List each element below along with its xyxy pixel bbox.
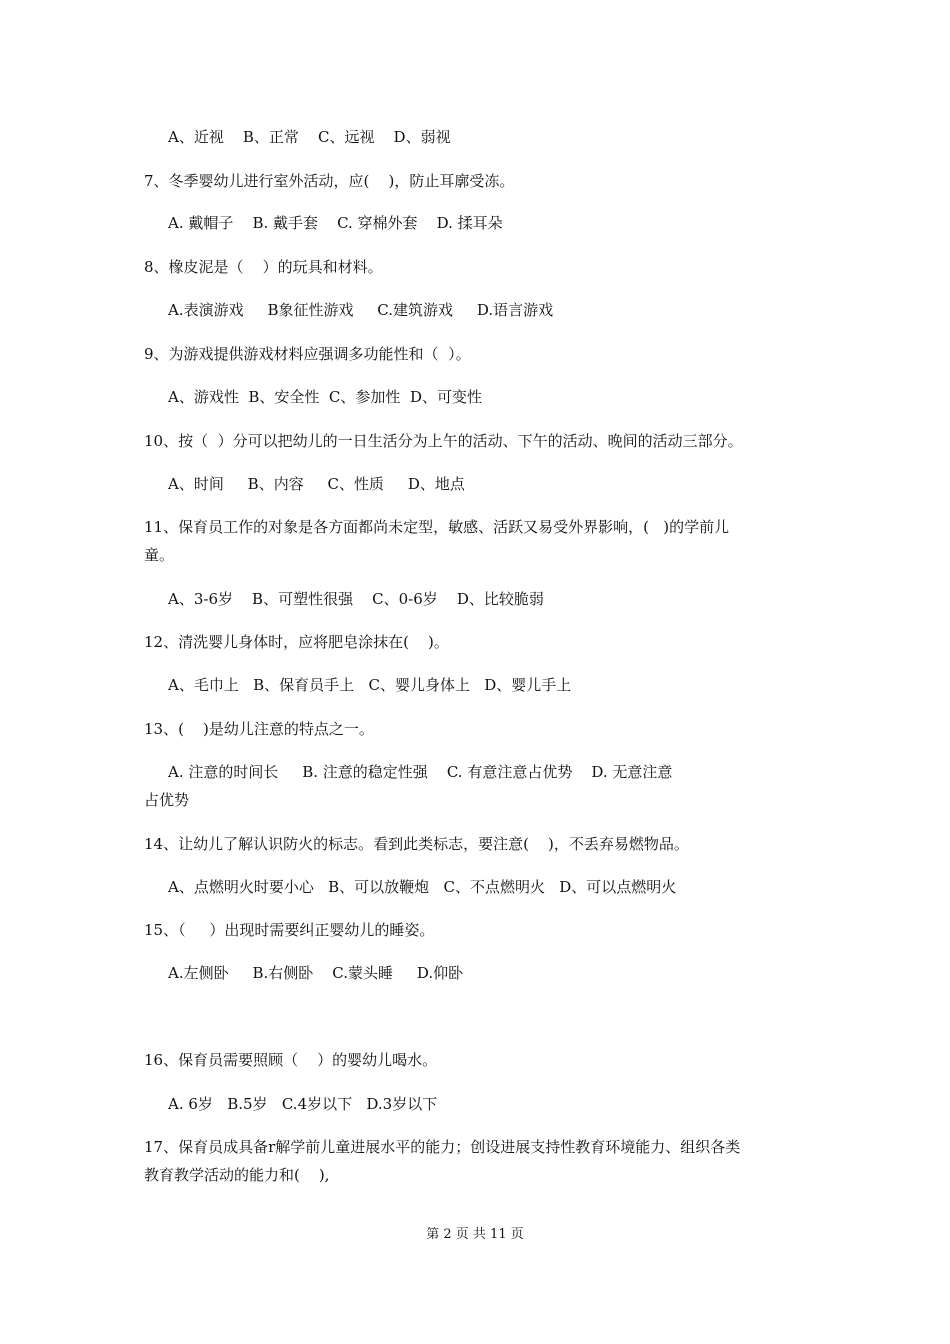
question-10: 10、按（ ）分可以把幼儿的一日生活分为上午的活动、下午的活动、晚间的活动三部分。 xyxy=(144,432,743,450)
question-11: 11、保育员工作的对象是各方面都尚未定型，敏感、活跃又易受外界影响，( )的学前儿 xyxy=(144,518,730,536)
question-11-cont: 童。 xyxy=(144,546,175,564)
q7-options: A. 戴帽子 B. 戴手套 C. 穿棉外套 D. 揉耳朵 xyxy=(168,214,503,232)
q10-options: A、时间 B、内容 C、性质 D、地点 xyxy=(168,475,465,493)
question-15: 15、（ ）出现时需要纠正婴幼儿的睡姿。 xyxy=(144,921,435,939)
question-8: 8、橡皮泥是（ ）的玩具和材料。 xyxy=(144,258,383,276)
question-14: 14、让幼儿了解认识防火的标志。看到此类标志，要注意( )，不丢弃易燃物品。 xyxy=(144,835,689,853)
q13-options: A. 注意的时间长 B. 注意的稳定性强 C. 有意注意占优势 D. 无意注意 xyxy=(168,763,673,781)
question-16: 16、保育员需要照顾（ ）的婴幼儿喝水。 xyxy=(144,1051,438,1069)
q8-options: A.表演游戏 B象征性游戏 C.建筑游戏 D.语言游戏 xyxy=(168,301,554,319)
question-12: 12、清洗婴儿身体时，应将肥皂涂抹在( )。 xyxy=(144,633,449,651)
q12-options: A、毛巾上 B、保育员手上 C、婴儿身体上 D、婴儿手上 xyxy=(168,676,572,694)
q14-options: A、点燃明火时要小心 B、可以放鞭炮 C、不点燃明火 D、可以点燃明火 xyxy=(168,878,677,896)
q6-options: A、近视 B、正常 C、远视 D、弱视 xyxy=(168,128,451,146)
q9-options: A、游戏性 B、安全性 C、参加性 D、可变性 xyxy=(168,388,482,406)
q16-options: A. 6岁 B.5岁 C.4岁以下 D.3岁以下 xyxy=(168,1095,438,1113)
question-9: 9、为游戏提供游戏材料应强调多功能性和（ ）。 xyxy=(144,345,471,363)
q13-options-cont: 占优势 xyxy=(144,791,190,809)
page-number-footer: 第 2 页 共 11 页 xyxy=(426,1227,524,1242)
question-17: 17、保育员成具备r解学前儿童进展水平的能力；创设进展支持性教育环境能力、组织各类 xyxy=(144,1138,741,1156)
question-17-cont: 教育教学活动的能力和( ), xyxy=(144,1166,330,1184)
q15-options: A.左侧卧 B.右侧卧 C.蒙头睡 D.仰卧 xyxy=(168,964,464,982)
question-13: 13、( )是幼儿注意的特点之一。 xyxy=(144,720,374,738)
q11-options: A、3-6岁 B、可塑性很强 C、0-6岁 D、比较脆弱 xyxy=(168,590,544,608)
question-7: 7、冬季婴幼儿进行室外活动，应( )，防止耳廓受冻。 xyxy=(144,172,515,190)
